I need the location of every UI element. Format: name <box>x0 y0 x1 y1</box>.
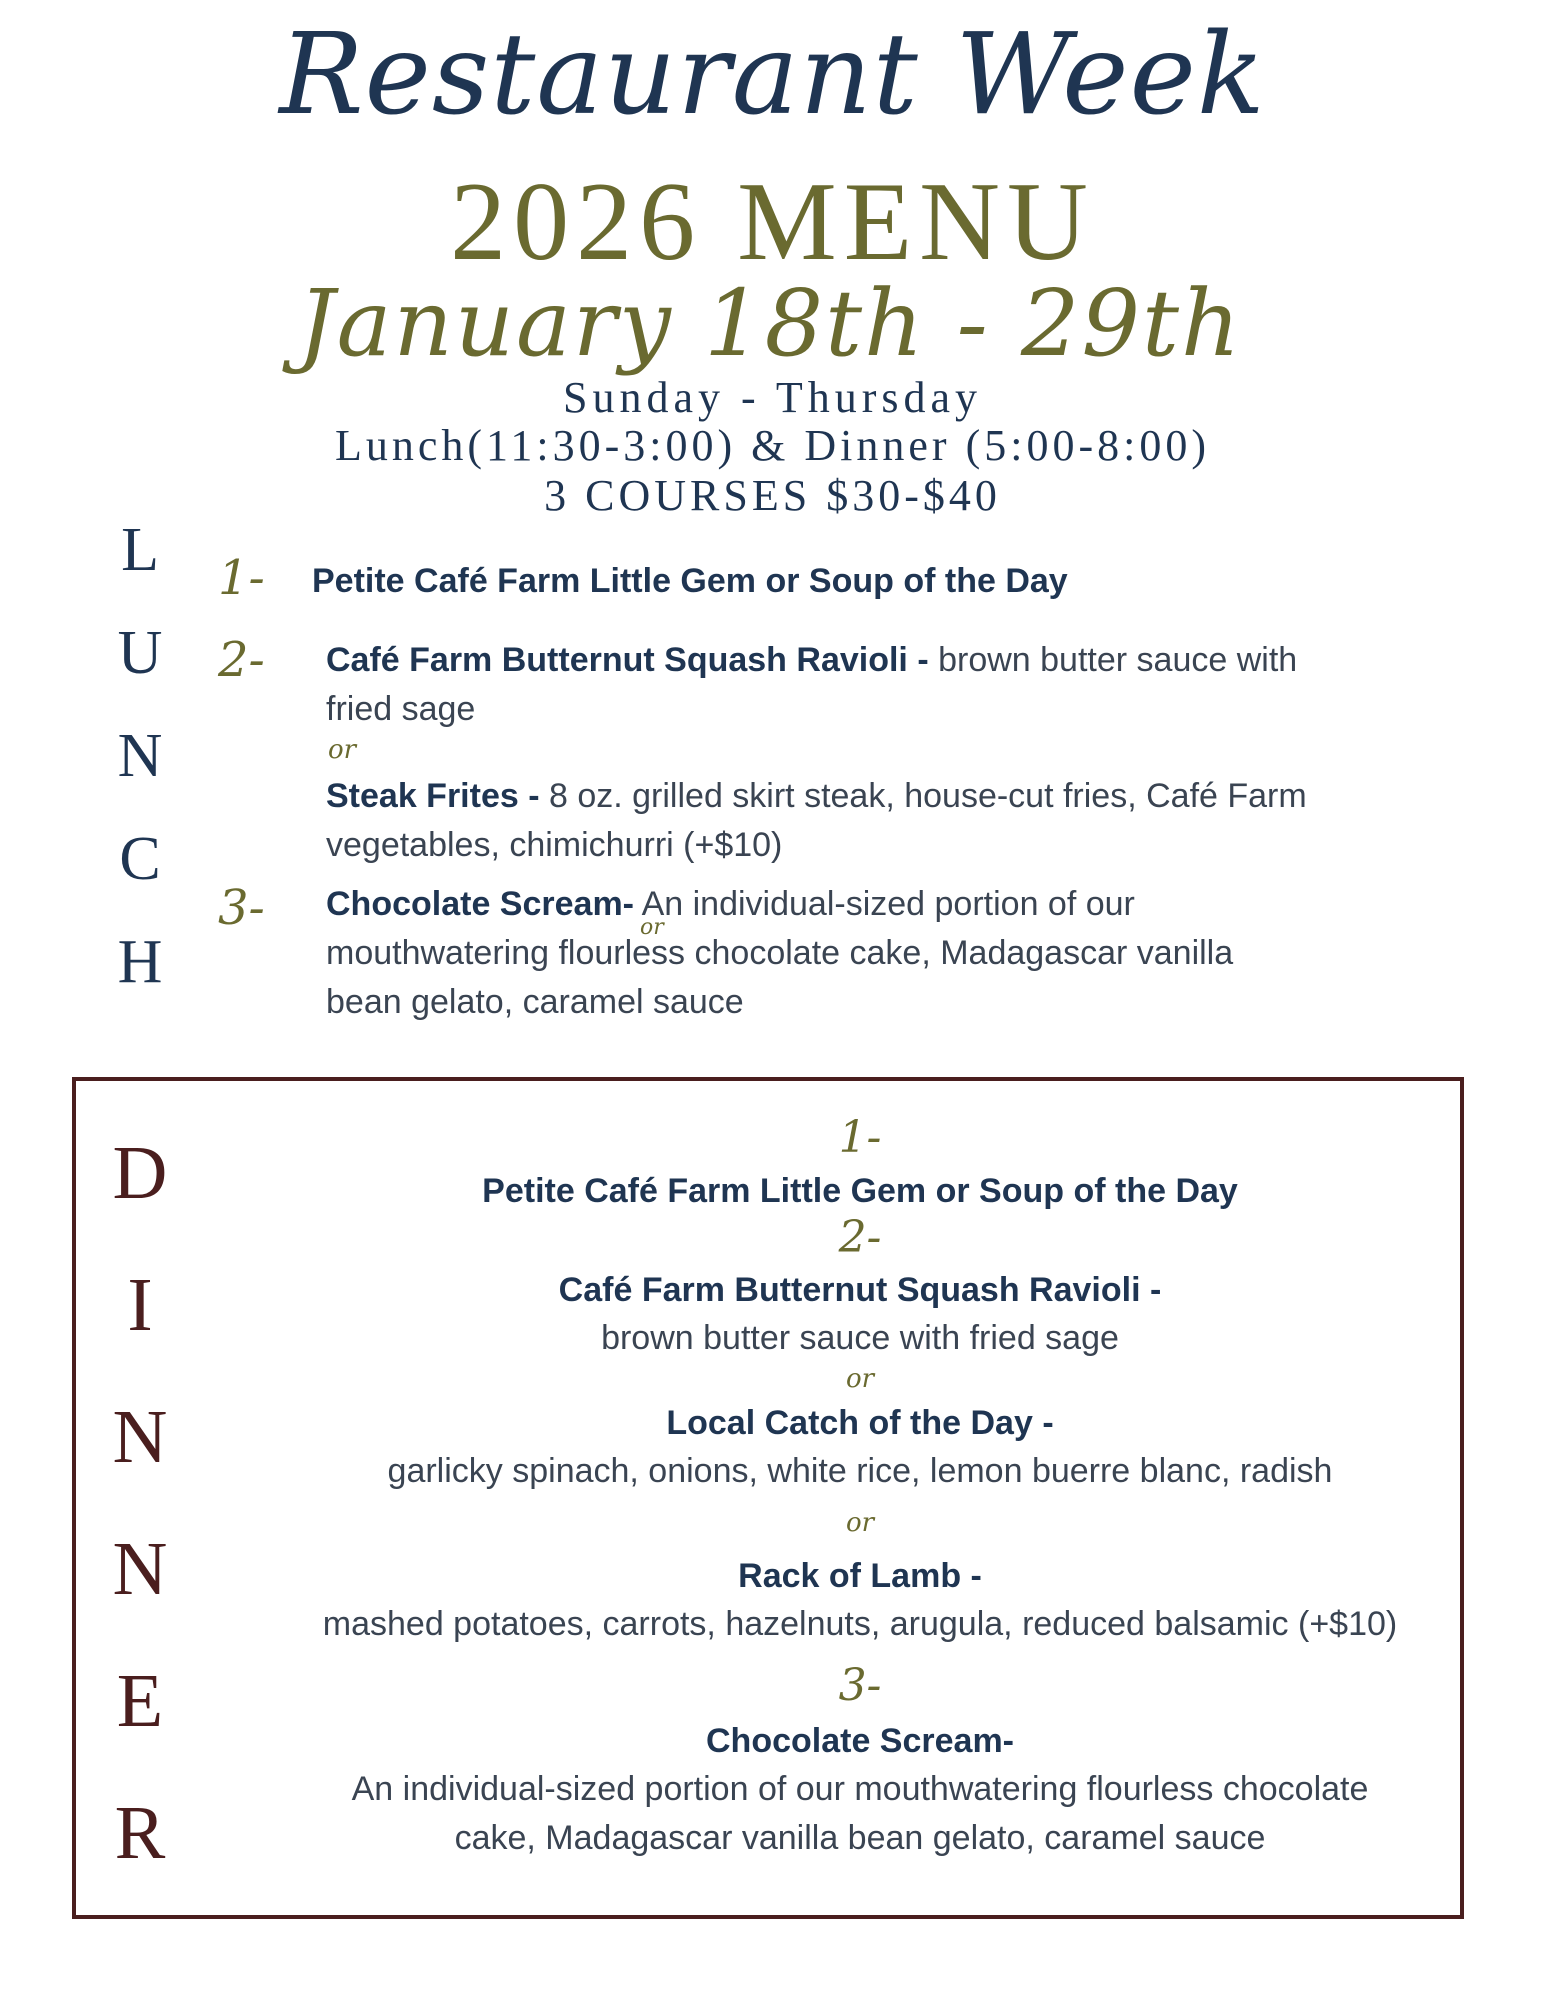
dinner-course2-option1-title: Café Farm Butternut Squash Ravioli - <box>558 1271 1162 1309</box>
lunch-course1-title: Petite Café Farm Little Gem or Soup of the Day <box>312 562 1068 600</box>
dinner-course3-title: Chocolate Scream- <box>706 1722 1014 1760</box>
or-divider: or <box>640 915 664 940</box>
dinner-letter: R <box>114 1791 166 1875</box>
lunch-course3: Chocolate Scream- An individual-sized portion of our mouthwatering flourless chocolate cake, Madagascar vanilla bean gelato, caramel sauce <box>326 885 1234 1021</box>
course-number: 3- <box>838 1660 882 1711</box>
lunch-course2-option2: Steak Frites - 8 oz. grilled skirt steak, house-cut fries, Café Farm vegetables, chimichurri (+$10) <box>326 777 1307 864</box>
or-divider: or <box>328 735 357 765</box>
dinner-letter: D <box>112 1131 168 1215</box>
dinner-course1-title: Petite Café Farm Little Gem or Soup of the Day <box>482 1172 1238 1210</box>
dinner-letter: E <box>116 1659 164 1743</box>
courses-price-line: 3 COURSES $30-$40 <box>544 471 1001 520</box>
lunch-letter: L <box>121 516 159 584</box>
dinner-course2-option2-title: Local Catch of the Day - <box>666 1404 1054 1442</box>
course-number: 3- <box>218 880 265 936</box>
dates-heading: January 18th - 29th <box>297 270 1243 377</box>
lunch-course2-option1: Café Farm Butternut Squash Ravioli - brown butter sauce with fried sage <box>326 641 1298 728</box>
dinner-course3-desc-line2: cake, Madagascar vanilla bean gelato, caramel sauce <box>454 1819 1266 1857</box>
dinner-course3-desc-line1: An individual-sized portion of our mouthwatering flourless chocolate <box>351 1770 1369 1808</box>
days-line: Sunday - Thursday <box>562 373 983 422</box>
course-number: 1- <box>218 550 265 606</box>
menu-heading: 2026 MENU <box>450 160 1095 284</box>
dinner-course2-option2-desc: garlicky spinach, onions, white rice, lemon buerre blanc, radish <box>387 1452 1333 1490</box>
or-divider: or <box>845 1508 875 1538</box>
course-number: 2- <box>218 632 265 688</box>
lunch-letter: N <box>117 722 163 790</box>
dinner-course2-option3-desc: mashed potatoes, carrots, hazelnuts, arugula, reduced balsamic (+$10) <box>322 1605 1398 1643</box>
course-number: 1- <box>838 1112 882 1163</box>
dinner-letter: I <box>127 1263 153 1347</box>
hours-line: Lunch(11:30-3:00) & Dinner (5:00-8:00) <box>335 421 1210 470</box>
dinner-course2-option3-title: Rack of Lamb - <box>738 1557 982 1595</box>
dinner-letter: N <box>112 1527 168 1611</box>
lunch-letter: C <box>119 825 161 893</box>
dinner-letter: N <box>112 1395 168 1479</box>
or-divider: or <box>845 1364 875 1394</box>
lunch-letter: U <box>117 619 163 687</box>
restaurant-week-title: Restaurant Week <box>279 10 1266 140</box>
dinner-course2-option1-desc: brown butter sauce with fried sage <box>601 1319 1119 1357</box>
lunch-letter: H <box>117 928 163 996</box>
course-number: 2- <box>838 1212 882 1263</box>
